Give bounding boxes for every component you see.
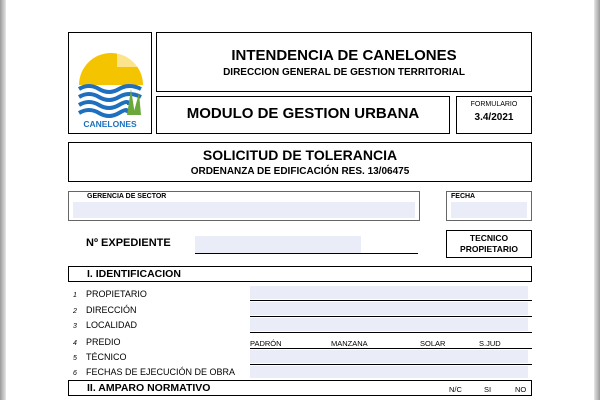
logo-box xyxy=(68,32,152,134)
fecha-label: FECHA xyxy=(451,193,476,200)
left-page-shadow xyxy=(0,0,6,400)
expediente-input[interactable] xyxy=(195,236,361,253)
request-title-box xyxy=(68,142,532,182)
logo-text: CANELONES xyxy=(83,119,137,129)
sjud-label: S.JUD xyxy=(479,339,501,348)
tecnico-input[interactable] xyxy=(250,350,528,363)
module-title: MODULO DE GESTION URBANA xyxy=(186,105,420,122)
direccion-input[interactable] xyxy=(250,302,528,315)
row-number: 6 xyxy=(73,370,77,377)
request-subtitle: ORDENANZA DE EDIFICACIÓN RES. 13/06475 xyxy=(190,166,410,177)
form-label: FORMULARIO xyxy=(470,101,518,108)
identificacion-heading-box xyxy=(68,266,532,282)
page-subtitle: DIRECCION GENERAL DE GESTION TERRITORIAL xyxy=(223,67,465,78)
amparo-heading: II. AMPARO NORMATIVO xyxy=(87,382,211,394)
solar-label: SOLAR xyxy=(420,339,446,348)
nc-column-label: N/C xyxy=(449,385,462,394)
page-title: INTENDENCIA DE CANELONES xyxy=(231,47,457,64)
no-column-label: NO xyxy=(515,385,527,394)
propietario-input[interactable] xyxy=(250,286,528,299)
canelones-logo-icon xyxy=(69,33,151,133)
row-label-tecnico: TÉCNICO xyxy=(86,352,127,362)
gerencia-label: GERENCIA DE SECTOR xyxy=(87,193,167,200)
expediente-label: Nº EXPEDIENTE xyxy=(86,237,171,249)
fecha-input[interactable] xyxy=(451,202,527,218)
row-label-predio: PREDIO xyxy=(86,337,121,347)
row-underline xyxy=(250,348,532,349)
row-underline xyxy=(250,332,532,333)
row-number: 5 xyxy=(73,355,77,362)
form-number: 3.4/2021 xyxy=(474,112,514,123)
row-number: 4 xyxy=(73,340,77,347)
propietario-label: PROPIETARIO xyxy=(460,244,518,254)
row-label-localidad: LOCALIDAD xyxy=(86,320,138,330)
gerencia-input[interactable] xyxy=(73,202,415,218)
localidad-input[interactable] xyxy=(250,318,528,331)
form-number-box xyxy=(456,96,532,134)
row-label-propietario: PROPIETARIO xyxy=(86,289,147,299)
row-underline xyxy=(250,300,532,301)
fechas-obra-input[interactable] xyxy=(250,366,528,378)
request-title: SOLICITUD DE TOLERANCIA xyxy=(202,147,398,163)
fecha-box xyxy=(446,191,532,221)
identificacion-heading: I. IDENTIFICACION xyxy=(87,268,181,280)
tecnico-label: TECNICO xyxy=(469,233,509,243)
right-page-shadow xyxy=(594,0,600,400)
module-box xyxy=(156,96,450,134)
header-title-box xyxy=(156,32,532,92)
row-number: 2 xyxy=(73,308,77,315)
si-column-label: SI xyxy=(484,385,492,394)
row-underline xyxy=(250,316,532,317)
row-label-fechas-obra: FECHAS DE EJECUCIÓN DE OBRA xyxy=(86,367,236,377)
gerencia-box xyxy=(68,191,420,221)
padron-label: PADRÓN xyxy=(250,339,282,348)
expediente-underline xyxy=(195,253,418,254)
row-number: 1 xyxy=(73,292,77,299)
row-underline xyxy=(250,364,532,365)
amparo-heading-box xyxy=(68,380,532,396)
manzana-label: MANZANA xyxy=(331,339,368,348)
row-number: 3 xyxy=(73,323,77,330)
tecnico-propietario-box[interactable] xyxy=(446,230,532,258)
row-label-direccion: DIRECCIÓN xyxy=(86,305,137,315)
